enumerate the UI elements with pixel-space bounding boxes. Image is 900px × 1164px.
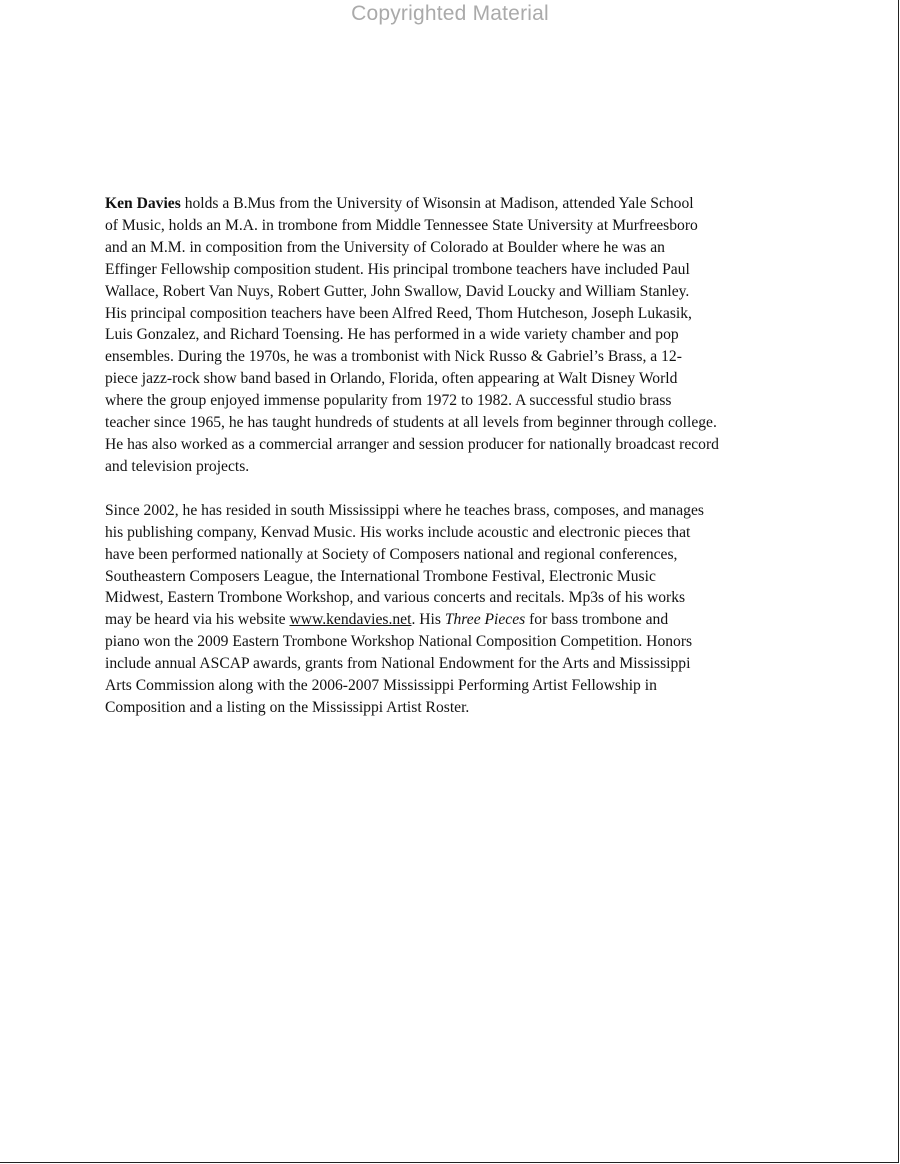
- text-line: [105, 390, 805, 412]
- text-line: [105, 237, 805, 259]
- text-segment: Effinger Fellowship composition student. His principal trombone teachers have included Paul: [105, 260, 690, 278]
- text-line: [105, 697, 805, 719]
- text-segment: where the group enjoyed immense popularity from 1972 to 1982. A successful studio brass: [105, 392, 672, 410]
- text-line: [105, 412, 805, 434]
- text-segment: Arts Commission along with the 2006-2007 Mississippi Performing Artist Fellowship in: [105, 677, 657, 695]
- text-segment: teacher since 1965, he has taught hundreds of students at all levels from beginner through college.: [105, 414, 717, 432]
- text-line: [105, 259, 805, 281]
- biography-paragraph: [105, 500, 805, 719]
- text-line: [105, 653, 805, 675]
- text-line: [105, 500, 805, 522]
- text-line: [105, 522, 805, 544]
- work-title: Three Pieces: [444, 611, 526, 629]
- text-line: [105, 566, 805, 588]
- biography-text: [105, 193, 805, 719]
- text-segment: Southeastern Composers League, the International Trombone Festival, Electronic Music: [105, 567, 656, 585]
- text-segment: ensembles. During the 1970s, he was a trombonist with Nick Russo & Gabriel’s Brass, a 12-: [105, 348, 682, 366]
- text-segment: of Music, holds an M.A. in trombone from Middle Tennessee State University at Murfreesboro: [105, 216, 698, 234]
- text-segment: have been performed nationally at Society of Composers national and regional conferences,: [105, 545, 678, 563]
- text-segment: He has also worked as a commercial arranger and session producer for nationally broadcast record: [105, 435, 719, 453]
- text-line: [105, 346, 805, 368]
- text-segment: may be heard via his website: [105, 611, 290, 629]
- biography-paragraph: [105, 193, 805, 478]
- text-line: [105, 193, 805, 215]
- author-name: Ken Davies: [105, 195, 181, 212]
- text-line: [105, 456, 805, 478]
- text-line: [105, 281, 805, 303]
- text-segment: holds a B.Mus from the University of Wisonsin at Madison, attended Yale School: [180, 195, 694, 212]
- text-segment: His principal composition teachers have been Alfred Reed, Thom Hutcheson, Joseph Lukasik,: [105, 304, 692, 322]
- text-segment: and television projects.: [105, 457, 250, 475]
- text-segment: his publishing company, Kenvad Music. His works include acoustic and electronic pieces that: [105, 523, 691, 541]
- text-segment: piece jazz-rock show band based in Orlando, Florida, often appearing at Walt Disney World: [105, 370, 678, 388]
- text-line: [105, 303, 805, 325]
- text-line: [105, 544, 805, 566]
- text-segment: Luis Gonzalez, and Richard Toensing. He has performed in a wide variety chamber and pop: [105, 326, 679, 344]
- website-link[interactable]: www.kendavies.net: [289, 611, 412, 629]
- text-line: [105, 587, 805, 609]
- text-line: [105, 631, 805, 653]
- text-segment: Midwest, Eastern Trombone Workshop, and various concerts and recitals. Mp3s of his works: [105, 589, 686, 607]
- text-segment: Wallace, Robert Van Nuys, Robert Gutter, John Swallow, David Loucky and William Stanley.: [105, 282, 690, 300]
- text-segment: include annual ASCAP awards, grants from National Endowment for the Arts and Mississippi: [105, 655, 691, 673]
- text-segment: Since 2002, he has resided in south Mississippi where he teaches brass, composes, and manages: [105, 501, 704, 519]
- text-segment: and an M.M. in composition from the University of Colorado at Boulder where he was an: [105, 238, 665, 256]
- text-segment: piano won the 2009 Eastern Trombone Workshop National Composition Competition. Honors: [105, 633, 693, 651]
- text-segment: . His: [411, 611, 445, 629]
- text-line: [105, 434, 805, 456]
- copyright-watermark: Copyrighted Material: [351, 2, 549, 25]
- text-line: [105, 215, 805, 237]
- text-line: [105, 368, 805, 390]
- text-line: [105, 609, 805, 631]
- text-line: [105, 675, 805, 697]
- text-segment: Composition and a listing on the Mississippi Artist Roster.: [105, 698, 470, 716]
- text-segment: for bass trombone and: [525, 611, 669, 629]
- text-line: [105, 324, 805, 346]
